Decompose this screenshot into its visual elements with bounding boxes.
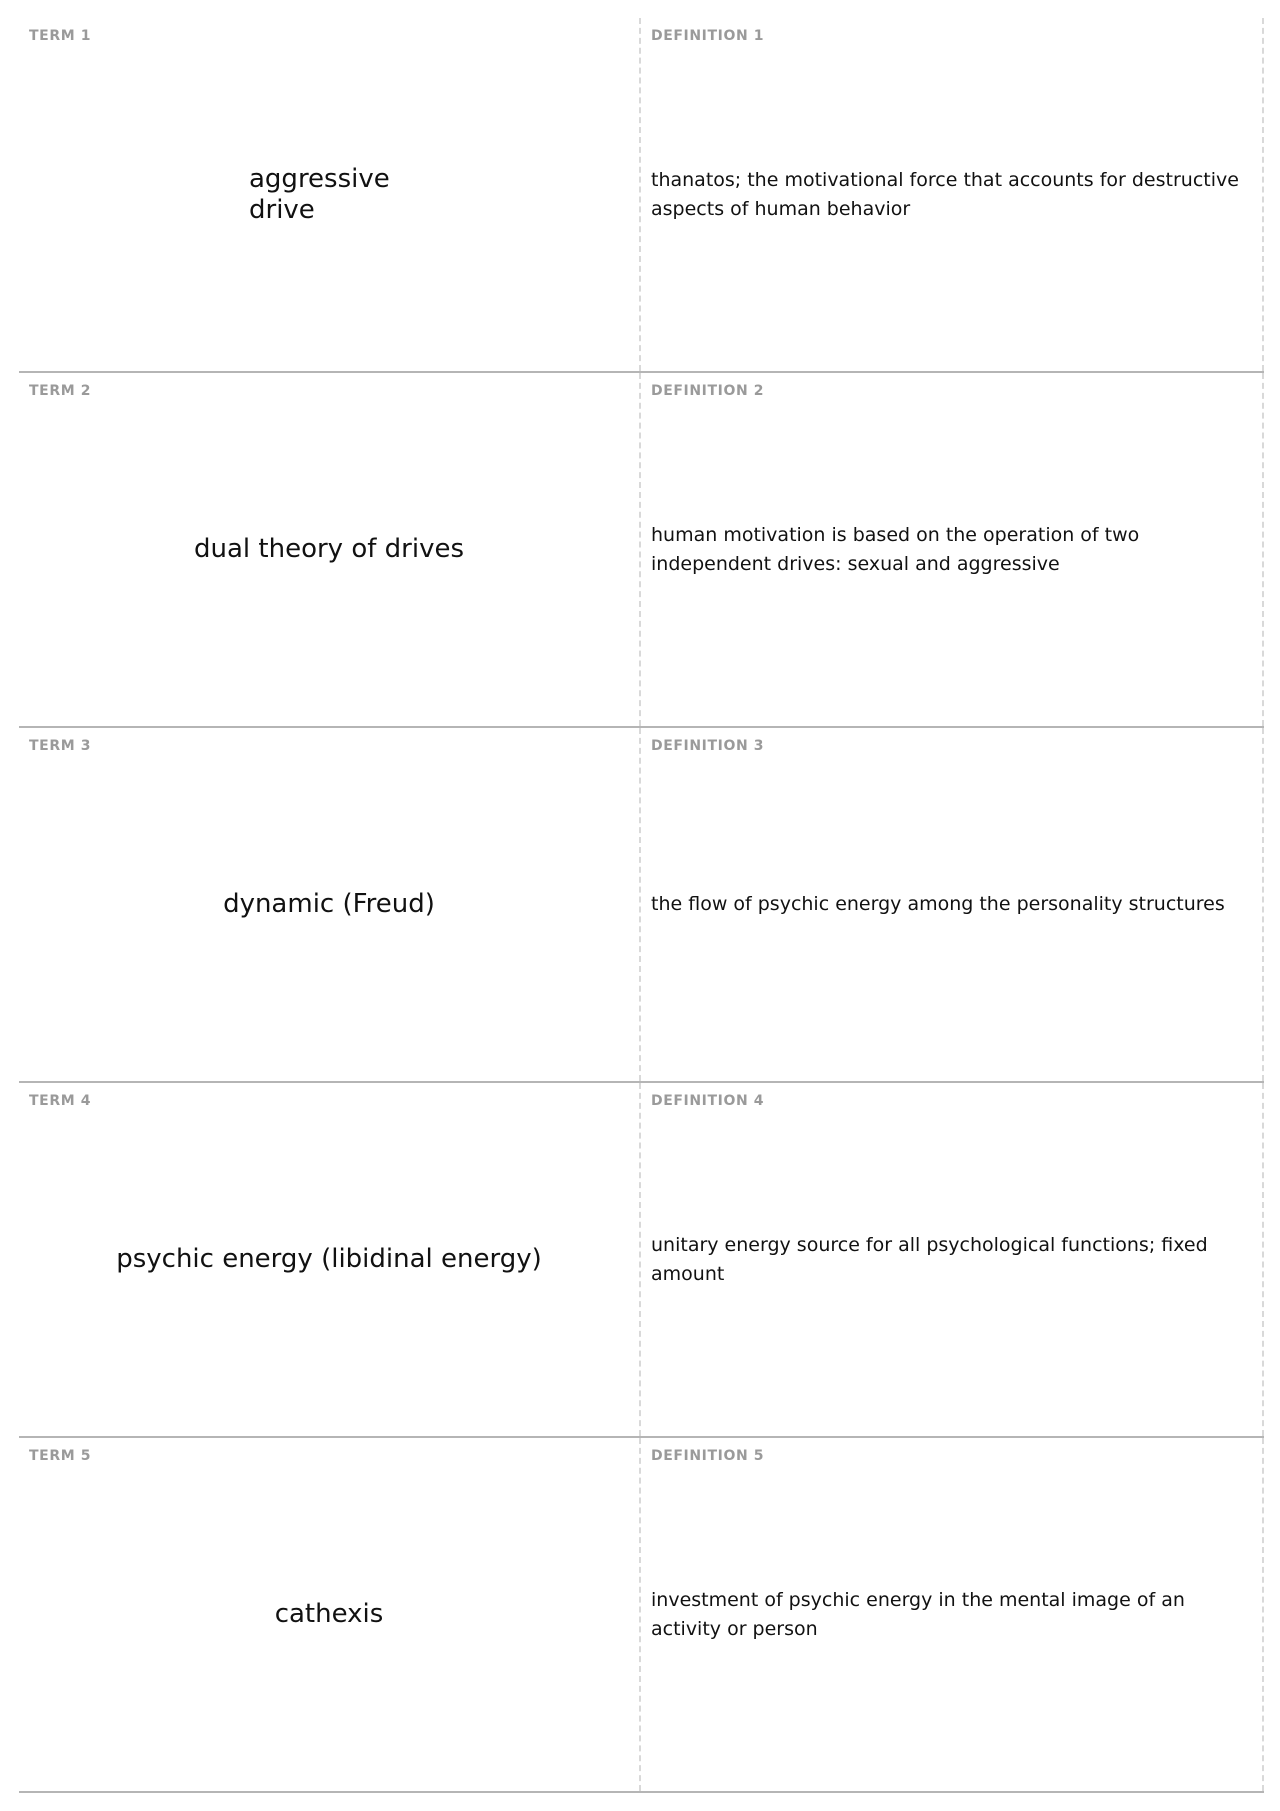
definition-label: DEFINITION 4 — [651, 1093, 765, 1109]
term-cell — [19, 373, 641, 726]
definition-cell — [641, 373, 1264, 726]
term-cell — [19, 18, 641, 371]
flashcard-row — [19, 1083, 1264, 1438]
term-text-wrapper — [19, 18, 639, 371]
flashcard-row — [19, 728, 1264, 1083]
term-text-wrapper — [19, 728, 639, 1081]
term-cell — [19, 1438, 641, 1791]
term-label: TERM 2 — [29, 383, 92, 399]
definition-label: DEFINITION 1 — [651, 28, 765, 44]
term-text: dual theory of drives — [194, 534, 464, 564]
definition-cell — [641, 728, 1264, 1081]
term-label: TERM 5 — [29, 1448, 92, 1464]
definition-text: unitary energy source for all psychological functions; fixed amount — [651, 1233, 1208, 1285]
definition-label: DEFINITION 3 — [651, 738, 765, 754]
flashcard-row — [19, 373, 1264, 728]
term-text: dynamic (Freud) — [223, 889, 435, 919]
flashcard-sheet — [19, 18, 1264, 1793]
term-text: aggressive drive — [249, 163, 390, 225]
term-text-wrapper — [19, 1083, 639, 1436]
term-cell — [19, 1083, 641, 1436]
flashcard-row — [19, 1438, 1264, 1793]
definition-text: the flow of psychic energy among the personality structures — [651, 893, 1225, 915]
term-text-wrapper — [19, 373, 639, 726]
term-text-wrapper — [19, 1438, 639, 1791]
term-label: TERM 3 — [29, 738, 92, 754]
flashcard-row — [19, 18, 1264, 373]
definition-label: DEFINITION 2 — [651, 383, 765, 399]
definition-label: DEFINITION 5 — [651, 1448, 765, 1464]
term-text: psychic energy (libidinal energy) — [116, 1244, 542, 1274]
definition-cell — [641, 1083, 1264, 1436]
definition-text: human motivation is based on the operation of two independent drives: sexual and aggressive — [651, 523, 1140, 575]
definition-cell — [641, 18, 1264, 371]
term-text: cathexis — [274, 1599, 384, 1629]
definition-text: investment of psychic energy in the mental image of an activity or person — [651, 1588, 1185, 1640]
term-cell — [19, 728, 641, 1081]
term-label: TERM 1 — [29, 28, 92, 44]
definition-text: thanatos; the motivational force that accounts for destructive aspects of human behavior — [651, 168, 1239, 220]
definition-cell — [641, 1438, 1264, 1791]
term-label: TERM 4 — [29, 1093, 92, 1109]
